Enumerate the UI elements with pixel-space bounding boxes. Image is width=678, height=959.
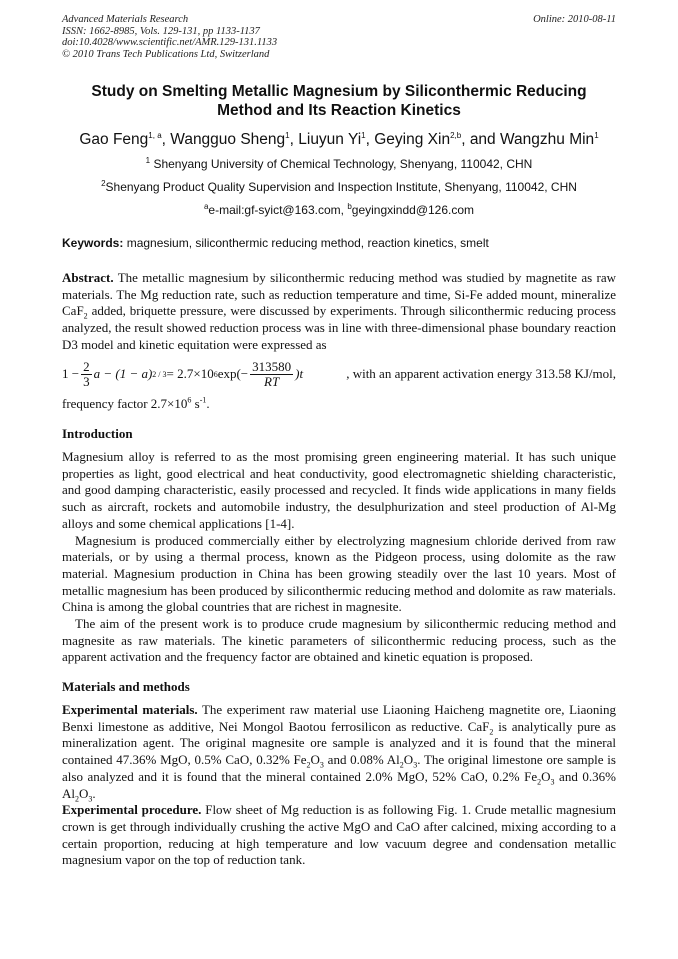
fraction-two-thirds: $\frac{2}{3}$ [83, 359, 90, 390]
subsection-label: Experimental procedure. [62, 802, 202, 818]
affiliation-2: $^2$Shenyang Product Quality Supervision and Inspection Institute, Shenyang, 110042, CHN [101, 179, 577, 194]
title-line-1: Study on Smelting Metallic Magnesium by Siliconthermic Reducing [91, 83, 587, 100]
author-name: Wangzhu Min [499, 131, 595, 148]
journal-header [62, 14, 616, 60]
paragraph: The aim of the present work is to produce crude magnesium by siliconthermic reducing method and magnesite as raw materials. The kinetic parameters of siliconthermic reducing process, such as the apparent activation and the frequency factor are obtained and kinetic equation is proposed. [62, 616, 616, 665]
author-name: Geying Xin [374, 131, 451, 148]
author-name: Wangguo Sheng [170, 131, 286, 148]
email-line: $^a$e-mail:gf-syict@163.com, $^b$geyingxindd@126.com [203, 202, 475, 217]
author-affiliation-mark: 1 [361, 130, 366, 140]
author-affiliation-mark: 1 [285, 130, 290, 140]
online-date: Online: 2010-08-11 [533, 14, 616, 25]
author-affiliation-mark: 1, a [148, 130, 162, 140]
author-name: Liuyun Yi [298, 131, 362, 148]
author-separator: , [289, 131, 299, 148]
email-a: e-mail:gf-syict@163.com, [208, 203, 348, 217]
author-separator: , [161, 131, 171, 148]
author-separator: , [365, 131, 375, 148]
paper-title [62, 82, 616, 120]
keywords [62, 236, 616, 251]
keywords-label: Keywords: [62, 236, 124, 250]
copyright: © 2010 Trans Tech Publications Ltd, Switzerland [62, 48, 270, 60]
kinetic-equation: 1 − $\frac{2}{3}$ a − (1 − a) 2 / 3 = 2.7×10 6 exp(− $\frac{313580}{RT}$ )t [62, 359, 304, 390]
issn: ISSN: 1662-8985, Vols. 129-131, pp 1133-1137 [62, 25, 260, 37]
author-name: Gao Feng [79, 131, 149, 148]
kinetic-equation-line: 1 − $\frac{2}{3}$ a − (1 − a) 2 / 3 = 2.7×10 6 exp(− $\frac{313580}{RT}$ )t , with an apparent activation energy 313.58 KJ/mol, [62, 359, 616, 390]
title-line-2: Method and Its Reaction Kinetics [217, 102, 461, 119]
abstract: Abstract. The metallic magnesium by siliconthermic reducing method was studied by magnetite as raw materials. The Mg reduction rate, such as reduction temperature and time, Si-Fe added mount, mineralize CaF$_2$ added, briquette pressure, were discussed by experiments. Through siliconthermic reducing process analyzed, the result showed reduction process was in line with three-dimensional phase boundary reaction D3 model and kinetic equitation were expressed as 1 − $\frac{2}{3}$ a − (1 − a) 2 / 3 = 2.7×10 6 exp(− $\frac{313580}{RT}$ )t , with an apparent activation energy 313.58 KJ/mol, frequency factor $2.7\times 10^6$ $s^{-1}$. [62, 270, 616, 411]
subsection-label: Experimental materials. [62, 702, 198, 717]
methods-section [62, 679, 616, 869]
introduction-section [62, 426, 616, 666]
paragraph: Experimental procedure. Flow sheet of Mg reduction is as following Fig. 1. Crude metallic magnesium crown is get through individually crushing the active MgO and CaO after calcined, mixing according to a certain proportion, reducing at high temperature and low vacuum degree and condensation metallic magnesium vapor on the top of reduction tank. [62, 802, 616, 868]
keywords-text: magnesium, siliconthermic reducing method, reaction kinetics, smelt [123, 236, 489, 250]
affiliation-1: $^1$ Shenyang University of Chemical Technology, Shenyang, 110042, CHN [145, 156, 533, 171]
author-affiliation-mark: 2,b [450, 130, 462, 140]
author-list [40, 130, 638, 150]
author-affiliation-mark: 1 [594, 130, 599, 140]
abstract-label: Abstract. [62, 270, 114, 285]
paragraph: Experimental materials. The experiment raw material use Liaoning Haicheng magnetite ore, Liaoning Benxi limestone as additive, Nei Mongol Baotou ferrosilicon as reductive. CaF$_2$ is analytically pure as mineralization agent. The original magnesite ore sample is analyzed and it is found that the mineral contained 47.36% MgO, 0.5% CaO, 0.32% $Fe_2O_3$ and 0.08% $Al_2O_3$. The original limestone ore sample is also analyzed and it is found that the mineral contained 2.0% MgO, 52% CaO, 0.2% $Fe_2O_3$ and 0.36% $Al_2O_3$. [62, 702, 617, 804]
paragraph: Magnesium alloy is referred to as the most promising green engineering material. It has such unique properties as light, good electrical and heat conductivity, good electromagnetic shielding characteristic, and good damping characteristic, easily processed and recycled. It finds wide applications in many fields such as aircraft, rockets and automobile industry, the desulphurization and steel production of Al-Mg alloys and some chemical applications [1-4]. [62, 449, 616, 531]
journal-name: Advanced Materials Research [62, 14, 189, 25]
paragraph: Magnesium is produced commercially either by electrolyzing magnesium chloride derived from raw materials, or by using a thermal process, known as the Pidgeon process, using dolomite as the raw material. Magnesium production in China has been growing steadily over the last 10 years. Most of metallic magnesium has been produced by siliconthermic reducing method and dolomite as raw materials. China is among the global countries that are richest in magnesite. [62, 532, 616, 615]
doi: doi:10.4028/www.scientific.net/AMR.129-131.1133 [62, 37, 278, 48]
fraction-energy: $\frac{313580}{RT}$ [252, 359, 292, 390]
email-b: geyingxindd@126.com [351, 203, 475, 217]
section-heading: Materials and methods [62, 679, 190, 694]
section-heading: Introduction [62, 426, 133, 441]
author-separator: , and [461, 131, 500, 148]
